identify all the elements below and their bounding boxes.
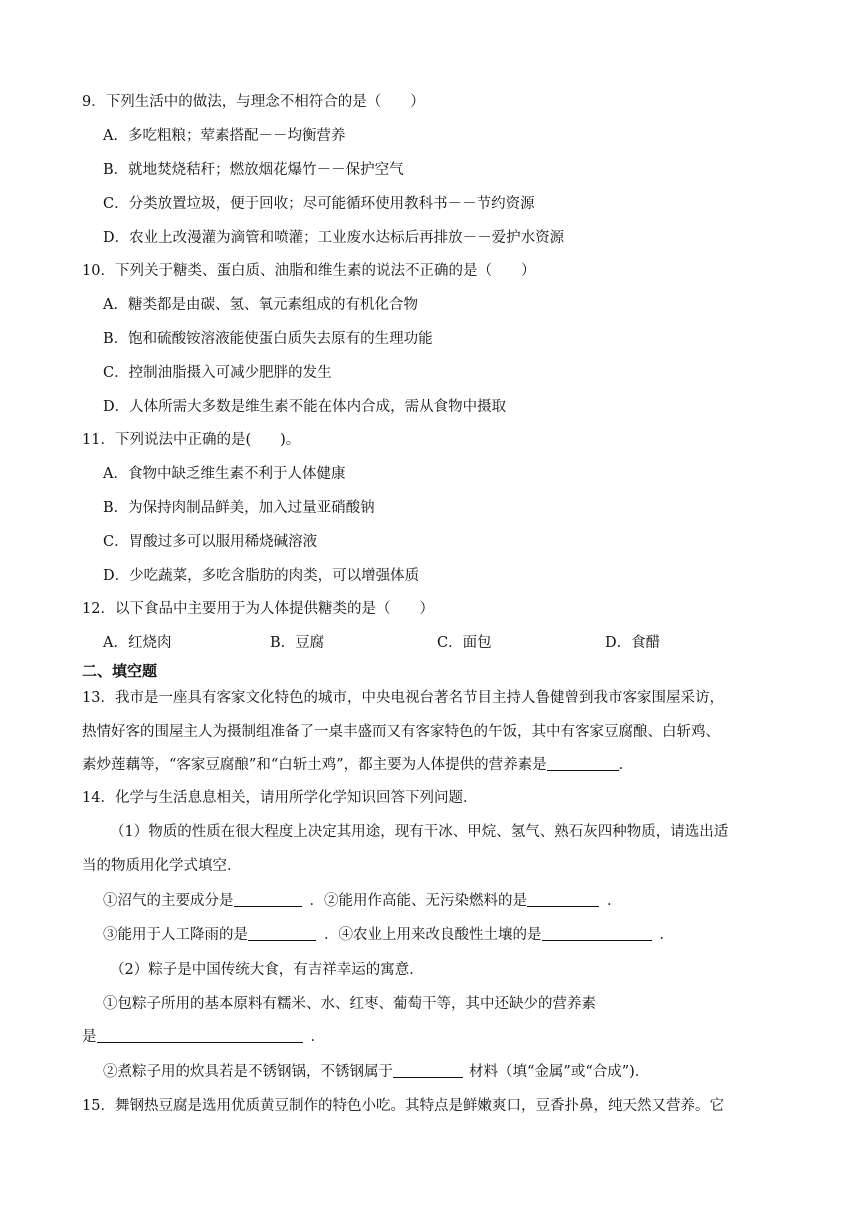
q14-part2-line-2 xyxy=(82,1027,325,1047)
q9-option-c: C．分类放置垃圾，便于回收；尽可能循环使用教科书－－节约资源 xyxy=(103,196,535,212)
q11-stem: 11．下列说法中正确的是( )。 xyxy=(82,432,301,448)
q14-stem: 14．化学与生活息息相关，请用所学化学知识回答下列问题． xyxy=(82,790,478,806)
q10-option-a: A．糖类都是由碳、氢、氧元素组成的有机化合物 xyxy=(103,297,418,313)
q11-option-b: B．为保持肉制品鲜美，加入过量亚硝酸钠 xyxy=(103,500,375,516)
q13-line-2: 热情好客的围屋主人为摄制组准备了一桌丰盛而又有客家特色的午饭，其中有客家豆腐酿、白斩鸡、 xyxy=(82,724,720,740)
q12-stem: 12．以下食品中主要用于为人体提供糖类的是（ ） xyxy=(82,601,434,617)
q12-option-b: B．豆腐 xyxy=(270,635,325,651)
q10-option-c: C．控制油脂摄入可减少肥胖的发生 xyxy=(103,365,332,381)
section-title: 二、填空题 xyxy=(82,662,158,680)
q14-part2-line-1: ①包粽子所用的基本原料有糯米、水、红枣、葡萄干等，其中还缺少的营养素 xyxy=(103,996,596,1012)
q14-blank-5[interactable] xyxy=(97,1028,303,1043)
q9-stem: 9．下列生活中的做法，与理念不相符合的是（ ） xyxy=(82,94,425,110)
q11-option-a: A．食物中缺乏维生素不利于人体健康 xyxy=(103,466,346,482)
q14-part2-line-2-text: 是 xyxy=(82,1029,97,1045)
q12-option-d: D．食醋 xyxy=(605,635,661,651)
q14-row-2-end: ． xyxy=(659,927,674,943)
q13-line-1: 13．我市是一座具有客家文化特色的城市，中央电视台著名节目主持人鲁健曾到我市客家围屋采访， xyxy=(82,690,724,706)
q14-part2-line-3-text: ②煮粽子用的炊具若是不锈钢锅，不锈钢属于 xyxy=(103,1064,393,1080)
q13-line-3-text: 素炒莲藕等，“客家豆腐酿”和“白斩土鸡”，都主要为人体提供的营养素是 xyxy=(82,757,547,773)
q14-item-1-text: ①沼气的主要成分是 xyxy=(103,893,234,909)
q13-answer-blank[interactable] xyxy=(547,756,619,771)
q14-blank-1[interactable] xyxy=(234,892,302,907)
q14-row-1 xyxy=(103,891,622,911)
q14-blank-6[interactable] xyxy=(393,1063,463,1078)
q14-item-2-text: ．②能用作高能、无污染燃料的是 xyxy=(309,893,527,909)
q12-option-a: A．红烧肉 xyxy=(103,635,172,651)
q13-line-3-end: ． xyxy=(618,757,634,773)
q14-item-3-text: ③能用于人工降雨的是 xyxy=(103,927,248,943)
q14-part2-line-2-end: ． xyxy=(310,1029,325,1045)
q13-line-3 xyxy=(82,755,633,775)
q14-row-1-end: ． xyxy=(607,893,622,909)
q14-part2-line-3-end: 材料（填“金属”或“合成”)． xyxy=(469,1064,650,1080)
q14-item-4-text: ．④农业上用来改良酸性土壤的是 xyxy=(324,927,542,943)
q11-option-c: C．胃酸过多可以服用稀烧碱溶液 xyxy=(103,534,318,550)
q10-stem: 10．下列关于糖类、蛋白质、油脂和维生素的说法不正确的是（ ） xyxy=(82,263,536,279)
q14-blank-4[interactable] xyxy=(542,926,652,941)
q10-option-d: D．人体所需大多数是维生素不能在体内合成，需从食物中摄取 xyxy=(103,399,507,415)
q12-option-c: C．面包 xyxy=(437,635,492,651)
q14-row-2 xyxy=(103,925,674,945)
q9-option-d: D．农业上改漫灌为滴管和喷灌；工业废水达标后再排放－－爱护水资源 xyxy=(103,230,565,246)
q14-part2-stem: （2）粽子是中国传统大食，有吉祥幸运的寓意． xyxy=(110,962,424,978)
q9-option-a: A．多吃粗粮；荤素搭配－－均衡营养 xyxy=(103,128,346,144)
q14-blank-3[interactable] xyxy=(248,926,316,941)
q14-blank-2[interactable] xyxy=(527,892,599,907)
q9-option-b: B．就地焚烧秸秆；燃放烟花爆竹－－保护空气 xyxy=(103,162,404,178)
q10-option-b: B．饱和硫酸铵溶液能使蛋白质失去原有的生理功能 xyxy=(103,331,433,347)
q14-part1-line-1: （1）物质的性质在很大程度上决定其用途，现有干冰、甲烷、氢气、熟石灰四种物质，请选出适 xyxy=(110,824,729,840)
q11-option-d: D．少吃蔬菜，多吃含脂肪的肉类，可以增强体质 xyxy=(103,568,420,584)
q14-part2-line-3 xyxy=(103,1062,649,1082)
q14-part1-line-2: 当的物质用化学式填空． xyxy=(82,858,242,874)
q15-line-1: 15．舞钢热豆腐是选用优质黄豆制作的特色小吃。其特点是鲜嫩爽口，豆香扑鼻，纯天然又营养。它 xyxy=(82,1098,724,1114)
